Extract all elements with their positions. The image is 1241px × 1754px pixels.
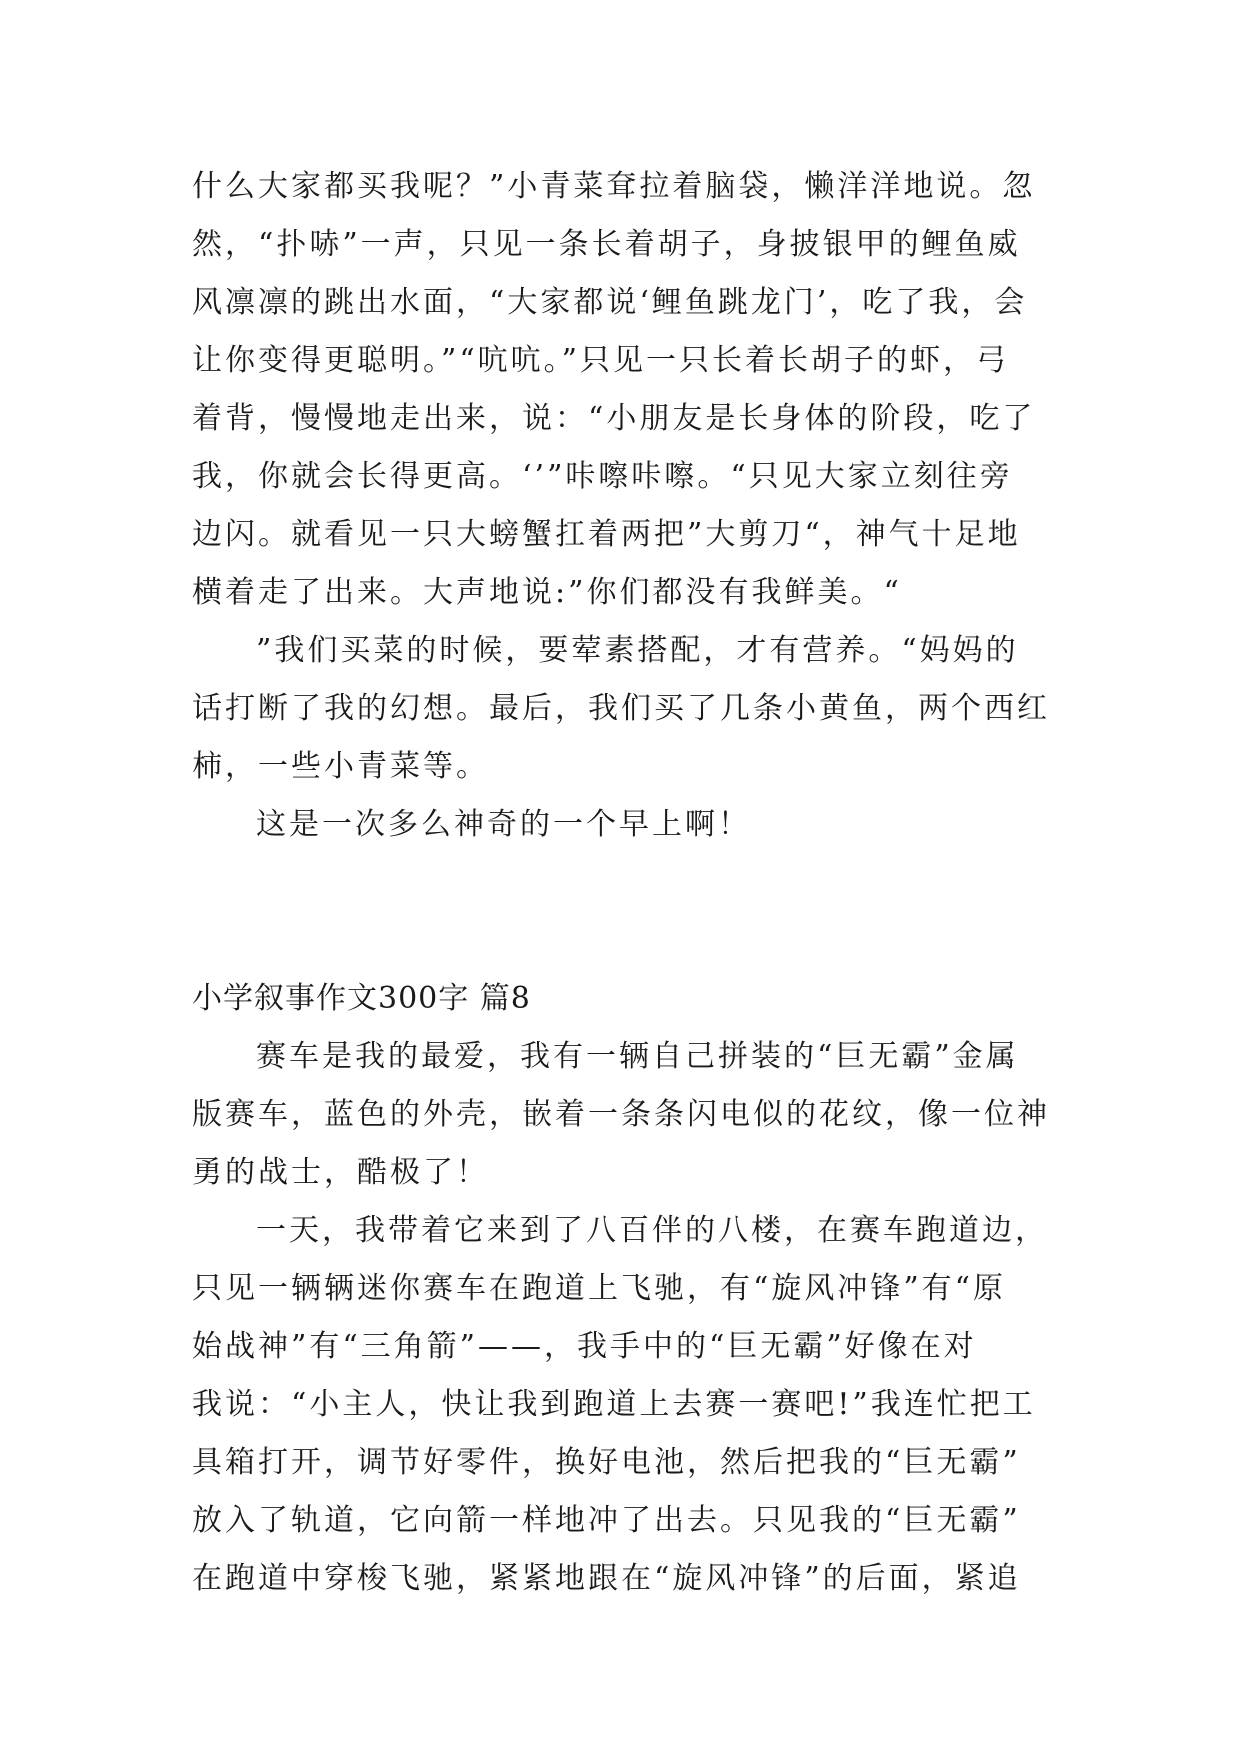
text-line: 一天，我带着它来到了八百伴的八楼，在赛车跑道边， bbox=[256, 1213, 1048, 1248]
text-line: 版赛车，蓝色的外壳，嵌着一条条闪电似的花纹，像一位神 bbox=[192, 1097, 1050, 1132]
text-line: 什么大家都买我呢？”小青菜耷拉着脑袋，懒洋洋地说。忽 bbox=[192, 169, 1036, 204]
essay-heading: 小学叙事作文300字 篇8 bbox=[192, 981, 531, 1016]
paragraph-race-car-intro bbox=[192, 1028, 1052, 1202]
text-line: 始战神”有“三角箭”——，我手中的“巨无霸”好像在对 bbox=[192, 1329, 977, 1364]
text-line: 只见一辆辆迷你赛车在跑道上飞驰，有“旋风冲锋”有“原 bbox=[192, 1271, 1007, 1306]
text-line: 话打断了我的幻想。最后，我们买了几条小黄鱼，两个西红 bbox=[192, 691, 1050, 726]
text-line: 这是一次多么神奇的一个早上啊！ bbox=[256, 807, 751, 842]
text-line: 横着走了出来。大声地说:”你们都没有我鲜美。“ bbox=[192, 575, 902, 610]
text-line: 让你变得更聪明。”“吭吭。”只见一只长着长胡子的虾，弓 bbox=[192, 343, 1010, 378]
section-gap bbox=[192, 854, 1052, 970]
text-line: 赛车是我的最爱，我有一辆自己拼装的“巨无霸”金属 bbox=[256, 1039, 1019, 1074]
text-line: 在跑道中穿梭飞驰，紧紧地跟在“旋风冲锋”的后面，紧追 bbox=[192, 1561, 1021, 1596]
text-line: 风凛凛的跳出水面，“大家都说‘鲤鱼跳龙门’，吃了我，会 bbox=[192, 285, 1028, 320]
text-line: 柿，一些小青菜等。 bbox=[192, 749, 489, 784]
paragraph-story-dialogue bbox=[192, 158, 1052, 622]
paragraph-race-day bbox=[192, 1202, 1052, 1608]
text-line: 放入了轨道，它向箭一样地冲了出去。只见我的“巨无霸” bbox=[192, 1503, 1021, 1538]
document-page bbox=[192, 158, 1052, 1608]
text-line: 具箱打开，调节好零件，换好电池，然后把我的“巨无霸” bbox=[192, 1445, 1021, 1480]
text-line: 我说：“小主人，快让我到跑道上去赛一赛吧!”我连忙把工 bbox=[192, 1387, 1036, 1422]
text-line: 然，“扑哧”一声，只见一条长着胡子，身披银甲的鲤鱼威 bbox=[192, 227, 1021, 262]
text-line: 着背，慢慢地走出来，说：“小朋友是长身体的阶段，吃了 bbox=[192, 401, 1036, 436]
text-line: 勇的战士，酷极了！ bbox=[192, 1155, 489, 1190]
text-line: 边闪。就看见一只大螃蟹扛着两把”大剪刀“，神气十足地 bbox=[192, 517, 1021, 552]
paragraph-mother-words bbox=[192, 622, 1052, 796]
text-line: 我，你就会长得更高。‘’”咔嚓咔嚓。“只见大家立刻往旁 bbox=[192, 459, 1013, 494]
text-line: ”我们买菜的时候，要荤素搭配，才有营养。“妈妈的 bbox=[256, 633, 1019, 668]
paragraph-conclusion bbox=[192, 796, 1052, 854]
